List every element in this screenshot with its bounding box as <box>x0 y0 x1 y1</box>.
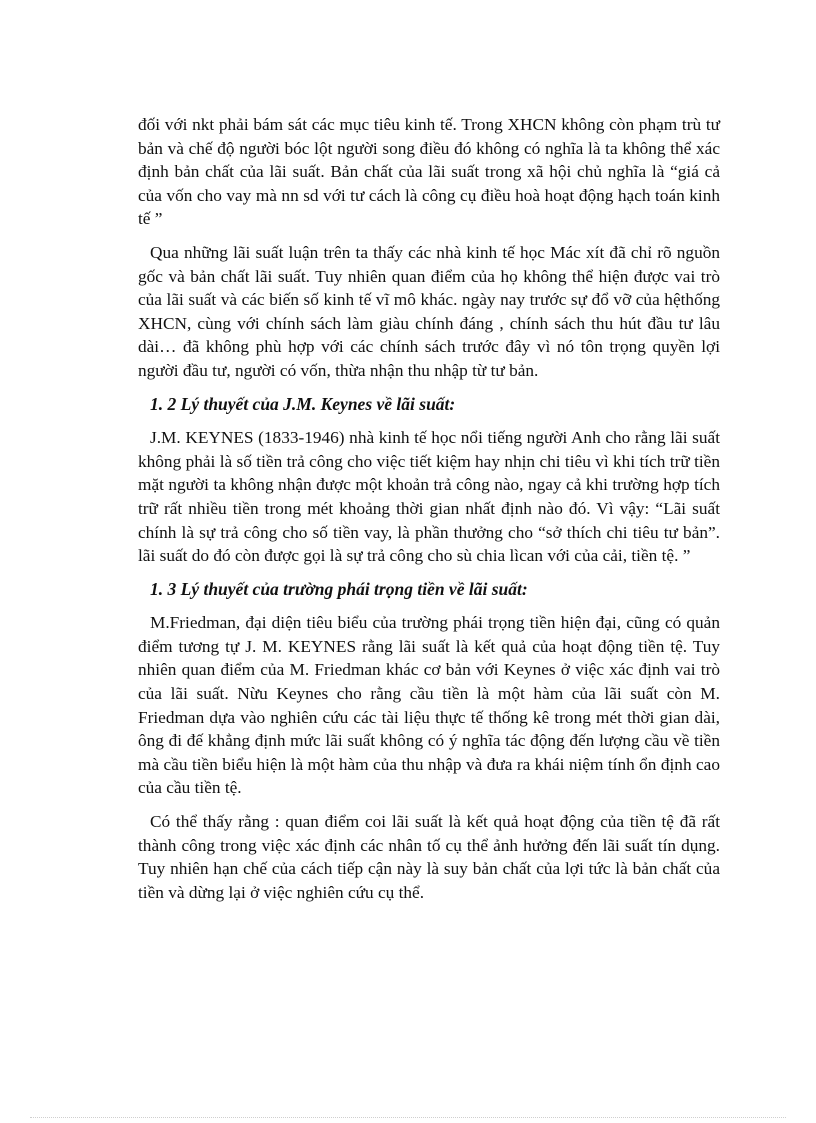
paragraph-keynes-theory: J.M. KEYNES (1833-1946) nhà kinh tế học nổi tiếng người Anh cho rằng lãi suất không phải là số tiền trả công cho việc tiết kiệm hay nhịn chi tiêu vì khi tích trữ tiền mặt người ta không nhận được một khoản trả công nào, ngay cả khi trường hợp tích trữ rất nhiều tiền trong mét khoảng thời gian nhất định nào đó. Vì vậy: “Lãi suất chính là sự trả công cho số tiền vay, là phần thưởng cho “sở thích chi tiêu tư bản”. lãi suất do đó còn được gọi là sự trả công cho sù chia lìcan với của cải, tiền tệ. ” <box>138 428 720 566</box>
paragraph-socialist-interest: đối với nkt phải bám sát các mục tiêu kinh tế. Trong XHCN không còn phạm trù tư bản và chế độ người bóc lột người song điều đó không có nghĩa là ta không thể xác định bản chất của lãi suất. Bản chất của lãi suất trong xã hội chủ nghĩa là “giá cả của vốn cho vay mà nn sd với tư cách là công cụ điều hoà hoạt động hạch toán kinh tế ” <box>138 115 720 229</box>
paragraph-friedman-theory: M.Friedman, đại diện tiêu biểu của trường phái trọng tiền hiện đại, cũng có quản điểm tương tự J. M. KEYNES rằng lãi suất là kết quả của hoạt động tiền tệ. Tuy nhiên quan điểm của M. Friedman khác cơ bản với Keynes ở việc xác định vai trò của lãi suất. Nừu Keynes cho rằng cầu tiền là một hàm của lãi suất còn M. Friedman dựa vào nghiên cứu các tài liệu thực tế thống kê trong mét thời gian dài, ông đi đế khẳng định mức lãi suất không có ý nghĩa tác động đến lượng cầu về tiền mà cầu tiền biểu hiện là một hàm của thu nhập và đưa ra khái niệm tính ổn định cao của cầu tiền tệ. <box>138 613 720 798</box>
paragraph-marxist-summary: Qua những lãi suất luận trên ta thấy các nhà kinh tế học Mác xít đã chỉ rõ nguồn gốc và bản chất lãi suất. Tuy nhiên quan điểm của họ không thể hiện được vai trò của lãi suất và các biến số kinh tế vĩ mô khác. ngày nay trước sự đổ vỡ của hệthống XHCN, cùng với chính sách làm giàu chính đáng , chính sách thu hút đầu tư lâu dài… đã không phù hợp với các chính sách trước đây vì nó tôn trọng quyền lợi người đầu tư, người có vốn, thừa nhận thu nhập từ tư bản. <box>138 242 720 380</box>
section-heading-monetarist: 1. 3 Lý thuyết của trường phái trọng tiền về lãi suất: <box>150 578 528 599</box>
section-heading-keynes: 1. 2 Lý thuyết của J.M. Keynes về lãi suất: <box>150 393 456 414</box>
page-bottom-divider <box>30 1117 786 1118</box>
paragraph-conclusion: Có thể thấy rằng : quan điểm coi lãi suất là kết quả hoạt động của tiền tệ đã rất thành công trong việc xác định các nhân tố cụ thể ảnh hưởng đến lãi suất tín dụng. Tuy nhiên hạn chế của cách tiếp cận này là suy bản chất của lợi tức là bản chất của tiền và dừng lại ở việc nghiên cứu cụ thể. <box>138 812 720 902</box>
document-page <box>138 113 720 914</box>
